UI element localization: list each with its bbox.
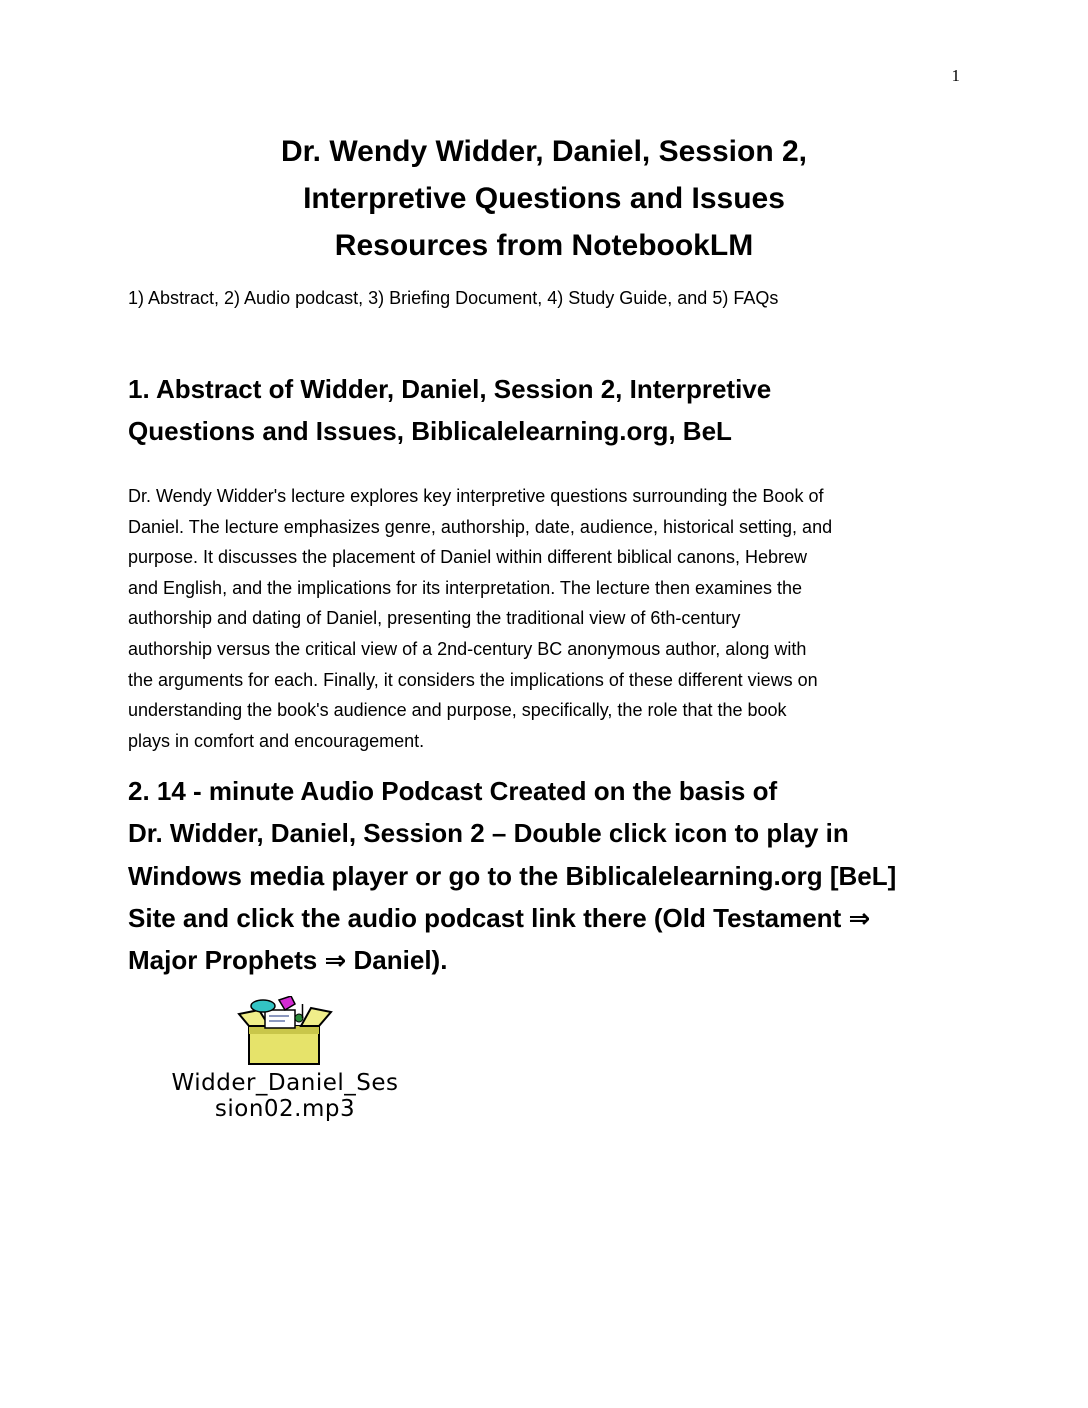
section-2-line-5 bbox=[128, 939, 968, 981]
audio-file-attachment[interactable] bbox=[130, 996, 440, 1122]
abstract-line: the arguments for each. Finally, it considers the implications of these different views on bbox=[128, 669, 818, 690]
abstract-line: Dr. Wendy Widder's lecture explores key interpretive questions surrounding the Book of bbox=[128, 486, 824, 506]
abstract-line: authorship versus the critical view of a 2nd-century BC anonymous author, along with bbox=[128, 638, 807, 659]
section-2-line-3: Windows media player or go to the Biblicalelearning.org [BeL] bbox=[128, 860, 897, 891]
abstract-line: purpose. It discusses the placement of Daniel within different biblical canons, Hebrew bbox=[128, 547, 808, 568]
abstract-line: plays in comfort and encouragement. bbox=[128, 730, 425, 751]
title-line-2: Interpretive Questions and Issues bbox=[303, 182, 785, 215]
section-2-line-5-text-a: Major Prophets bbox=[128, 945, 318, 976]
resources-list: 1) Abstract, 2) Audio podcast, 3) Briefing Document, 4) Study Guide, and 5) FAQs bbox=[128, 288, 779, 308]
document-title bbox=[0, 128, 1088, 269]
title-line-3: Resources from NotebookLM bbox=[334, 229, 754, 262]
section-2-line-4-text: Site and click the audio podcast link there (Old Testament bbox=[128, 902, 842, 933]
package-icon[interactable] bbox=[235, 996, 335, 1068]
section-2-line-1: 2. 14 - minute Audio Podcast Created on the basis of bbox=[128, 776, 778, 806]
section-2-line-5-text-b: Daniel). bbox=[353, 945, 448, 976]
arrow-right-icon: ⇒ bbox=[324, 945, 347, 976]
section-2-line-2: Dr. Widder, Daniel, Session 2 – Double click icon to play in bbox=[128, 818, 849, 849]
audio-file-name-line-1: Widder_Daniel_Ses bbox=[171, 1070, 399, 1096]
section-1-heading-line-1: 1. Abstract of Widder, Daniel, Session 2, Interpretive bbox=[128, 374, 772, 404]
section-1-heading-line-2: Questions and Issues, Biblicalelearning.org, BeL bbox=[128, 416, 732, 446]
abstract-line: and English, and the implications for its interpretation. The lecture then examines the bbox=[128, 577, 803, 598]
audio-file-name-line-2: sion02.mp3 bbox=[214, 1096, 356, 1122]
page-number: 1 bbox=[951, 66, 960, 85]
audio-file-name[interactable] bbox=[130, 1070, 440, 1122]
abstract-paragraph bbox=[128, 481, 958, 756]
abstract-line: authorship and dating of Daniel, presenting the traditional view of 6th-century bbox=[128, 608, 741, 629]
section-2-heading bbox=[128, 770, 968, 981]
abstract-line: understanding the book's audience and purpose, specifically, the role that the book bbox=[128, 700, 787, 721]
section-2-line-4 bbox=[128, 897, 968, 939]
arrow-right-icon: ⇒ bbox=[848, 902, 871, 933]
section-1-heading bbox=[128, 368, 948, 452]
abstract-line: Daniel. The lecture emphasizes genre, authorship, date, audience, historical setting, and bbox=[128, 516, 833, 537]
title-line-1: Dr. Wendy Widder, Daniel, Session 2, bbox=[281, 135, 807, 168]
